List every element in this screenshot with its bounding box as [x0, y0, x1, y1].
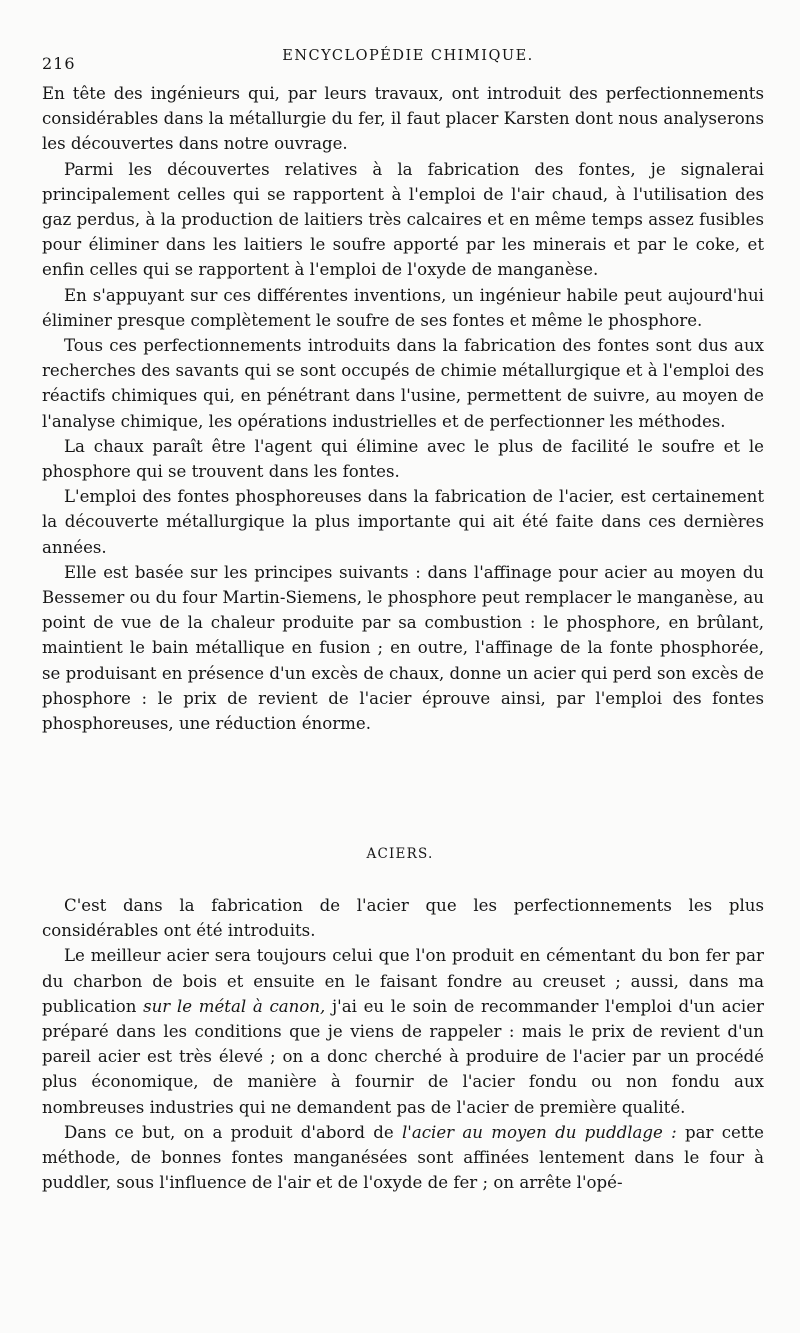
- paragraph: [42, 1120, 764, 1196]
- paragraph: C'est dans la fabrication de l'acier que les perfectionnements les plus considérables ont été introduits.: [42, 896, 764, 941]
- section-body-text: [42, 893, 764, 1195]
- text-run: Dans ce but, on a produit d'abord de: [64, 1122, 402, 1142]
- text-run: j'ai eu le soin de recommander l'emploi d'un acier préparé dans les conditions que je viens de rappeler : mais le prix de revient d'un pareil acier est très élevé ; on a donc cherché à produire de l'acier par un procédé plus économique, de manière à fournir de l'acier fondu ou non fondu aux nombreuses industries qui ne demandent pas de l'acier de première qualité.: [42, 996, 764, 1117]
- section-heading: ACIERS.: [366, 846, 434, 862]
- italic-term: l'acier au moyen du puddlage :: [401, 1122, 677, 1142]
- paragraph: En s'appuyant sur ces différentes inventions, un ingénieur habile peut aujourd'hui éliminer presque complètement le soufre de ses fontes et même le phosphore.: [42, 285, 764, 330]
- text-run: par cette méthode, de bonnes fontes manganésées sont affinées lentement dans le four à puddler, sous l'influence de l'air et de l'oxyde de fer ; on arrête l'opé-: [42, 1122, 764, 1193]
- body-text: [42, 81, 764, 736]
- paragraph: En tête des ingénieurs qui, par leurs travaux, ont introduit des perfectionnements considérables dans la métallurgie du fer, il faut placer Karsten dont nous analyserons les découvertes dans notre ouvrage.: [42, 84, 764, 154]
- paragraph: Elle est basée sur les principes suivants : dans l'affinage pour acier au moyen du Bessemer ou du four Martin-Siemens, le phosphore peut remplacer le manganèse, au point de vue de la chaleur produite par sa combustion : le phosphore, en brûlant, maintient le bain métallique en fusion ; en outre, l'affinage de la fonte phosphorée, se produisant en présence d'un excès de chaux, donne un acier qui perd son excès de phosphore : le prix de revient de l'acier éprouve ainsi, par l'emploi des fontes phosphoreuses, une réduction énorme.: [42, 562, 764, 734]
- paragraph: Tous ces perfectionnements introduits dans la fabrication des fontes sont dus aux recherches des savants qui se sont occupés de chimie métallurgique et à l'emploi des réactifs chimiques qui, en pénétrant dans l'usine, permettent de suivre, au moyen de l'analyse chimique, les opérations industrielles et de perfectionner les méthodes.: [42, 336, 764, 431]
- paragraph: L'emploi des fontes phosphoreuses dans la fabrication de l'acier, est certainement la découverte métallurgique la plus importante qui ait été faite dans ces dernières années.: [42, 487, 764, 557]
- paragraph: [42, 943, 764, 1119]
- paragraph: La chaux paraît être l'agent qui élimine avec le plus de facilité le soufre et le phosphore qui se trouvent dans les fontes.: [42, 436, 764, 482]
- running-head: ENCYCLOPÉDIE CHIMIQUE.: [282, 48, 534, 64]
- paragraph: Parmi les découvertes relatives à la fabrication des fontes, je signalerai principalement celles qui se rapportent à l'emploi de l'air chaud, à l'utilisation des gaz perdus, à la production de laitiers très calcaires et en même temps assez fusibles pour éliminer dans les laitiers le soufre apporté par les minerais et par le coke, et enfin celles qui se rapportent à l'emploi de l'oxyde de manganèse.: [42, 159, 764, 280]
- page-header: [42, 48, 764, 73]
- italic-title: sur le métal à canon,: [143, 996, 326, 1016]
- page-number: 216: [42, 54, 76, 73]
- text-run: Le meilleur acier sera toujours celui que l'on produit en cémentant du bon fer par du charbon de bois et ensuite en le faisant fondre au creuset ; aussi, dans ma publication: [42, 946, 764, 1016]
